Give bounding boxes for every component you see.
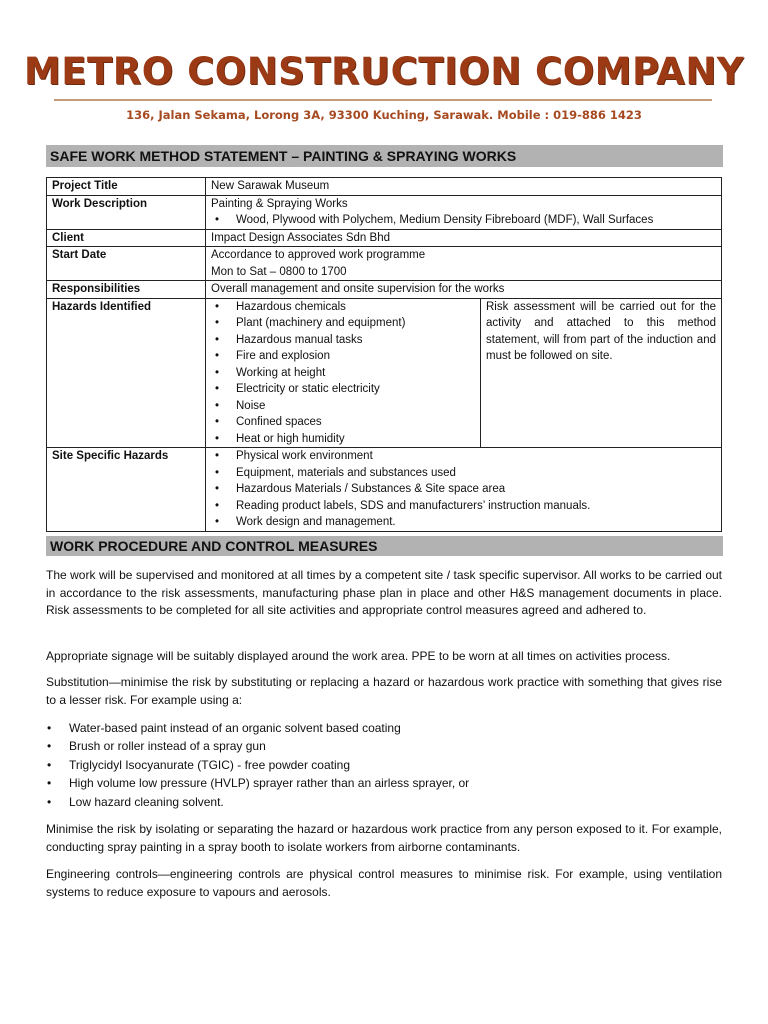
table-row xyxy=(47,178,722,196)
list-item: • Wood, Plywood with Polychem, Medium Density Fibreboard (MDF), Wall Surfaces xyxy=(211,212,716,229)
list-item: • Hazardous chemicals xyxy=(211,299,475,316)
work-description-value: Painting & Spraying Works xyxy=(211,197,348,210)
client-label: Client xyxy=(47,229,206,247)
list-item: • High volume low pressure (HVLP) sprayer rather than an airless sprayer, or xyxy=(46,774,722,792)
work-description-list xyxy=(211,212,716,229)
swms-section-title: SAFE WORK METHOD STATEMENT – PAINTING & SPRAYING WORKS xyxy=(46,145,723,167)
list-item: • Equipment, materials and substances used xyxy=(211,465,716,482)
table-row xyxy=(47,281,722,299)
table-row xyxy=(47,229,722,247)
list-item: • Brush or roller instead of a spray gun xyxy=(46,737,722,755)
substitution-paragraph: Substitution—minimise the risk by substituting or replacing a hazard or hazardous work practice with something that gives rise to a lesser risk. For example using a: xyxy=(46,675,722,707)
header-divider xyxy=(54,99,712,101)
isolation-paragraph: Minimise the risk by isolating or separating the hazard or hazardous work practice from any person exposed to it. For example, conducting spray painting in a spray booth to isolate workers from airborne contaminants. xyxy=(46,822,722,854)
company-name: METRO CONSTRUCTION COMPANY xyxy=(23,50,745,93)
site-hazards-list xyxy=(211,448,716,531)
start-date-label: Start Date xyxy=(47,247,206,281)
table-row xyxy=(47,298,722,448)
procedure-section-title: WORK PROCEDURE AND CONTROL MEASURES xyxy=(46,536,723,556)
start-date-line-2: Mon to Sat – 0800 to 1700 xyxy=(211,265,347,278)
signage-paragraph: Appropriate signage will be suitably displayed around the work area. PPE to be worn at all times on activities process. xyxy=(46,649,671,663)
list-item: • Hazardous Materials / Substances & Site space area xyxy=(211,481,716,498)
hazards-identified-label: Hazards Identified xyxy=(47,298,206,448)
client-value: Impact Design Associates Sdn Bhd xyxy=(206,229,722,247)
list-item: • Working at height xyxy=(211,365,475,382)
procedure-intro-paragraph: The work will be supervised and monitored at all times by a competent site / task specific supervisor. All works to be carried out in accordance to the risk assessments, manufacturing phase plan in place and other H&S management documents in place. Risk assessments to be completed for all site activities and appropriate control measures agreed and adhered to. xyxy=(46,568,722,617)
table-row xyxy=(47,448,722,532)
list-item: • Low hazard cleaning solvent. xyxy=(46,793,722,811)
list-item: • Confined spaces xyxy=(211,414,475,431)
table-row xyxy=(47,195,722,229)
list-item: • Physical work environment xyxy=(211,448,716,465)
substitution-examples-list xyxy=(46,719,722,811)
project-title-label: Project Title xyxy=(47,178,206,196)
table-row xyxy=(47,247,722,281)
start-date-line-1: Accordance to approved work programme xyxy=(211,249,426,261)
hazards-list xyxy=(211,299,475,448)
responsibilities-value: Overall management and onsite supervision for the works xyxy=(206,281,722,299)
site-specific-hazards-label: Site Specific Hazards xyxy=(47,448,206,532)
site-specific-hazards-cell xyxy=(206,448,722,532)
engineering-controls-paragraph: Engineering controls—engineering controls are physical control measures to minimise risk. For example, using ventilation systems to reduce exposure to vapours and aerosols. xyxy=(46,867,722,899)
list-item: • Plant (machinery and equipment) xyxy=(211,315,475,332)
list-item: • Heat or high humidity xyxy=(211,431,475,448)
responsibilities-label: Responsibilities xyxy=(47,281,206,299)
swms-info-table xyxy=(46,177,722,532)
list-item: • Water-based paint instead of an organic solvent based coating xyxy=(46,719,722,737)
start-date-cell xyxy=(206,247,722,281)
list-item: • Reading product labels, SDS and manufacturers’ instruction manuals. xyxy=(211,498,716,515)
company-address: 136, Jalan Sekama, Lorong 3A, 93300 Kuching, Sarawak. Mobile : 019-886 1423 xyxy=(126,108,642,122)
list-item: • Work design and management. xyxy=(211,514,716,531)
project-title-value: New Sarawak Museum xyxy=(206,178,722,196)
list-item: • Fire and explosion xyxy=(211,348,475,365)
work-description-label: Work Description xyxy=(47,195,206,229)
work-description-cell xyxy=(206,195,722,229)
hazards-identified-cell xyxy=(206,298,481,448)
risk-assessment-note: Risk assessment will be carried out for the activity and attached to this method statement, will from part of the induction and must be followed on site. xyxy=(481,298,722,448)
list-item: • Hazardous manual tasks xyxy=(211,332,475,349)
list-item: • Noise xyxy=(211,398,475,415)
list-item: • Electricity or static electricity xyxy=(211,381,475,398)
list-item: • Triglycidyl Isocyanurate (TGIC) - free powder coating xyxy=(46,756,722,774)
